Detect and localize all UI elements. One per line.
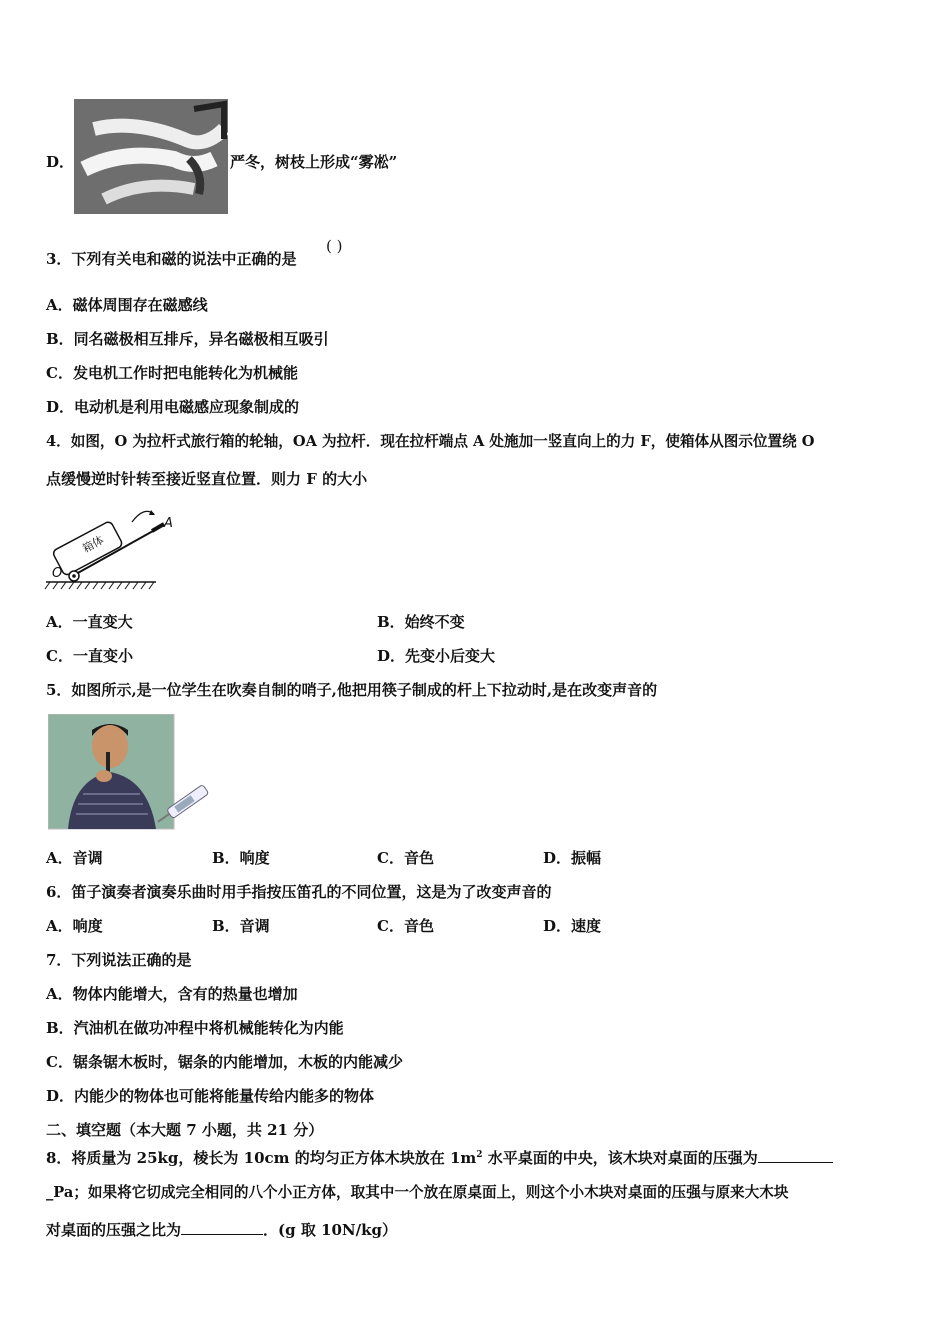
q5-option-d: D．振幅 (543, 849, 602, 867)
q8-text-1b: 水平桌面的中央，该木块对桌面的压强为 (482, 1149, 758, 1167)
option-d-label: D． (46, 153, 75, 171)
q4-option-d: D．先变小后变大 (377, 647, 496, 665)
q8-blank-2[interactable] (181, 1234, 263, 1235)
q4-option-b: B．始终不变 (377, 613, 465, 631)
answer-paren: ( ) (326, 237, 343, 255)
q8-superscript: 2 (476, 1150, 483, 1160)
q6-option-d: D．速度 (543, 917, 602, 935)
question-8-line3 (46, 1221, 397, 1239)
q8-blank-1[interactable] (758, 1162, 833, 1163)
q7-option-c: C．锯条锯木板时，锯条的内能增加，木板的内能减少 (46, 1053, 403, 1071)
point-o-label: O (52, 566, 63, 581)
q8-text-3b: ．(g 取 10N/kg） (263, 1221, 397, 1239)
question-3-stem: 3．下列有关电和磁的说法中正确的是 (46, 250, 297, 268)
q5-option-c: C．音色 (377, 849, 434, 867)
question-8-line2: _Pa；如果将它切成完全相同的八个小正方体，取其中一个放在原桌面上，则这个小木块对桌面的压强与原来大木块 (46, 1184, 789, 1201)
q3-option-c: C．发电机工作时把电能转化为机械能 (46, 364, 298, 382)
question-8-line1 (46, 1146, 833, 1167)
q7-option-b: B．汽油机在做功冲程中将机械能转化为内能 (46, 1019, 344, 1037)
option-d-caption: 严冬，树枝上形成“雾凇” (230, 153, 398, 171)
section-2-heading: 二、填空题（本大题 7 小题，共 21 分） (46, 1121, 324, 1139)
q8-text-1a: 8．将质量为 25kg，棱长为 10cm 的均匀正方体木块放在 1m (46, 1149, 477, 1167)
q6-option-c: C．音色 (377, 917, 434, 935)
box-label: 箱体 (80, 533, 106, 556)
question-5-stem: 5．如图所示,是一位学生在吹奏自制的哨子,他把用筷子制成的杆上下拉动时,是在改变声音的 (46, 681, 658, 699)
q6-option-a: A．响度 (46, 917, 103, 935)
question-4-line1: 4．如图，O 为拉杆式旅行箱的轮轴，OA 为拉杆．现在拉杆端点 A 处施加一竖直向上的力 F，使箱体从图示位置绕 O (46, 433, 815, 450)
point-a-label: A (164, 516, 173, 531)
student-whistle-photo (48, 714, 213, 831)
question-6-stem: 6．笛子演奏者演奏乐曲时用手指按压笛孔的不同位置，这是为了改变声音的 (46, 883, 552, 901)
q4-option-a: A．一直变大 (46, 613, 133, 631)
q8-text-3a: 对桌面的压强之比为 (46, 1221, 182, 1239)
q5-option-a: A．音调 (46, 849, 103, 867)
q3-option-d: D．电动机是利用电磁感应现象制成的 (46, 398, 300, 416)
q5-option-b: B．响度 (212, 849, 270, 867)
question-4-line2: 点缓慢逆时针转至接近竖直位置．则力 F 的大小 (46, 470, 368, 488)
q4-option-c: C．一直变小 (46, 647, 133, 665)
q7-option-a: A．物体内能增大，含有的热量也增加 (46, 985, 298, 1003)
q6-option-b: B．音调 (212, 917, 270, 935)
q3-option-b: B．同名磁极相互排斥，异名磁极相互吸引 (46, 330, 329, 348)
q7-option-d: D．内能少的物体也可能将能量传给内能多的物体 (46, 1087, 375, 1105)
rime-frost-image (74, 99, 228, 214)
q3-option-a: A．磁体周围存在磁感线 (46, 296, 208, 314)
luggage-lever-diagram (44, 500, 179, 595)
question-7-stem: 7．下列说法正确的是 (46, 951, 192, 969)
